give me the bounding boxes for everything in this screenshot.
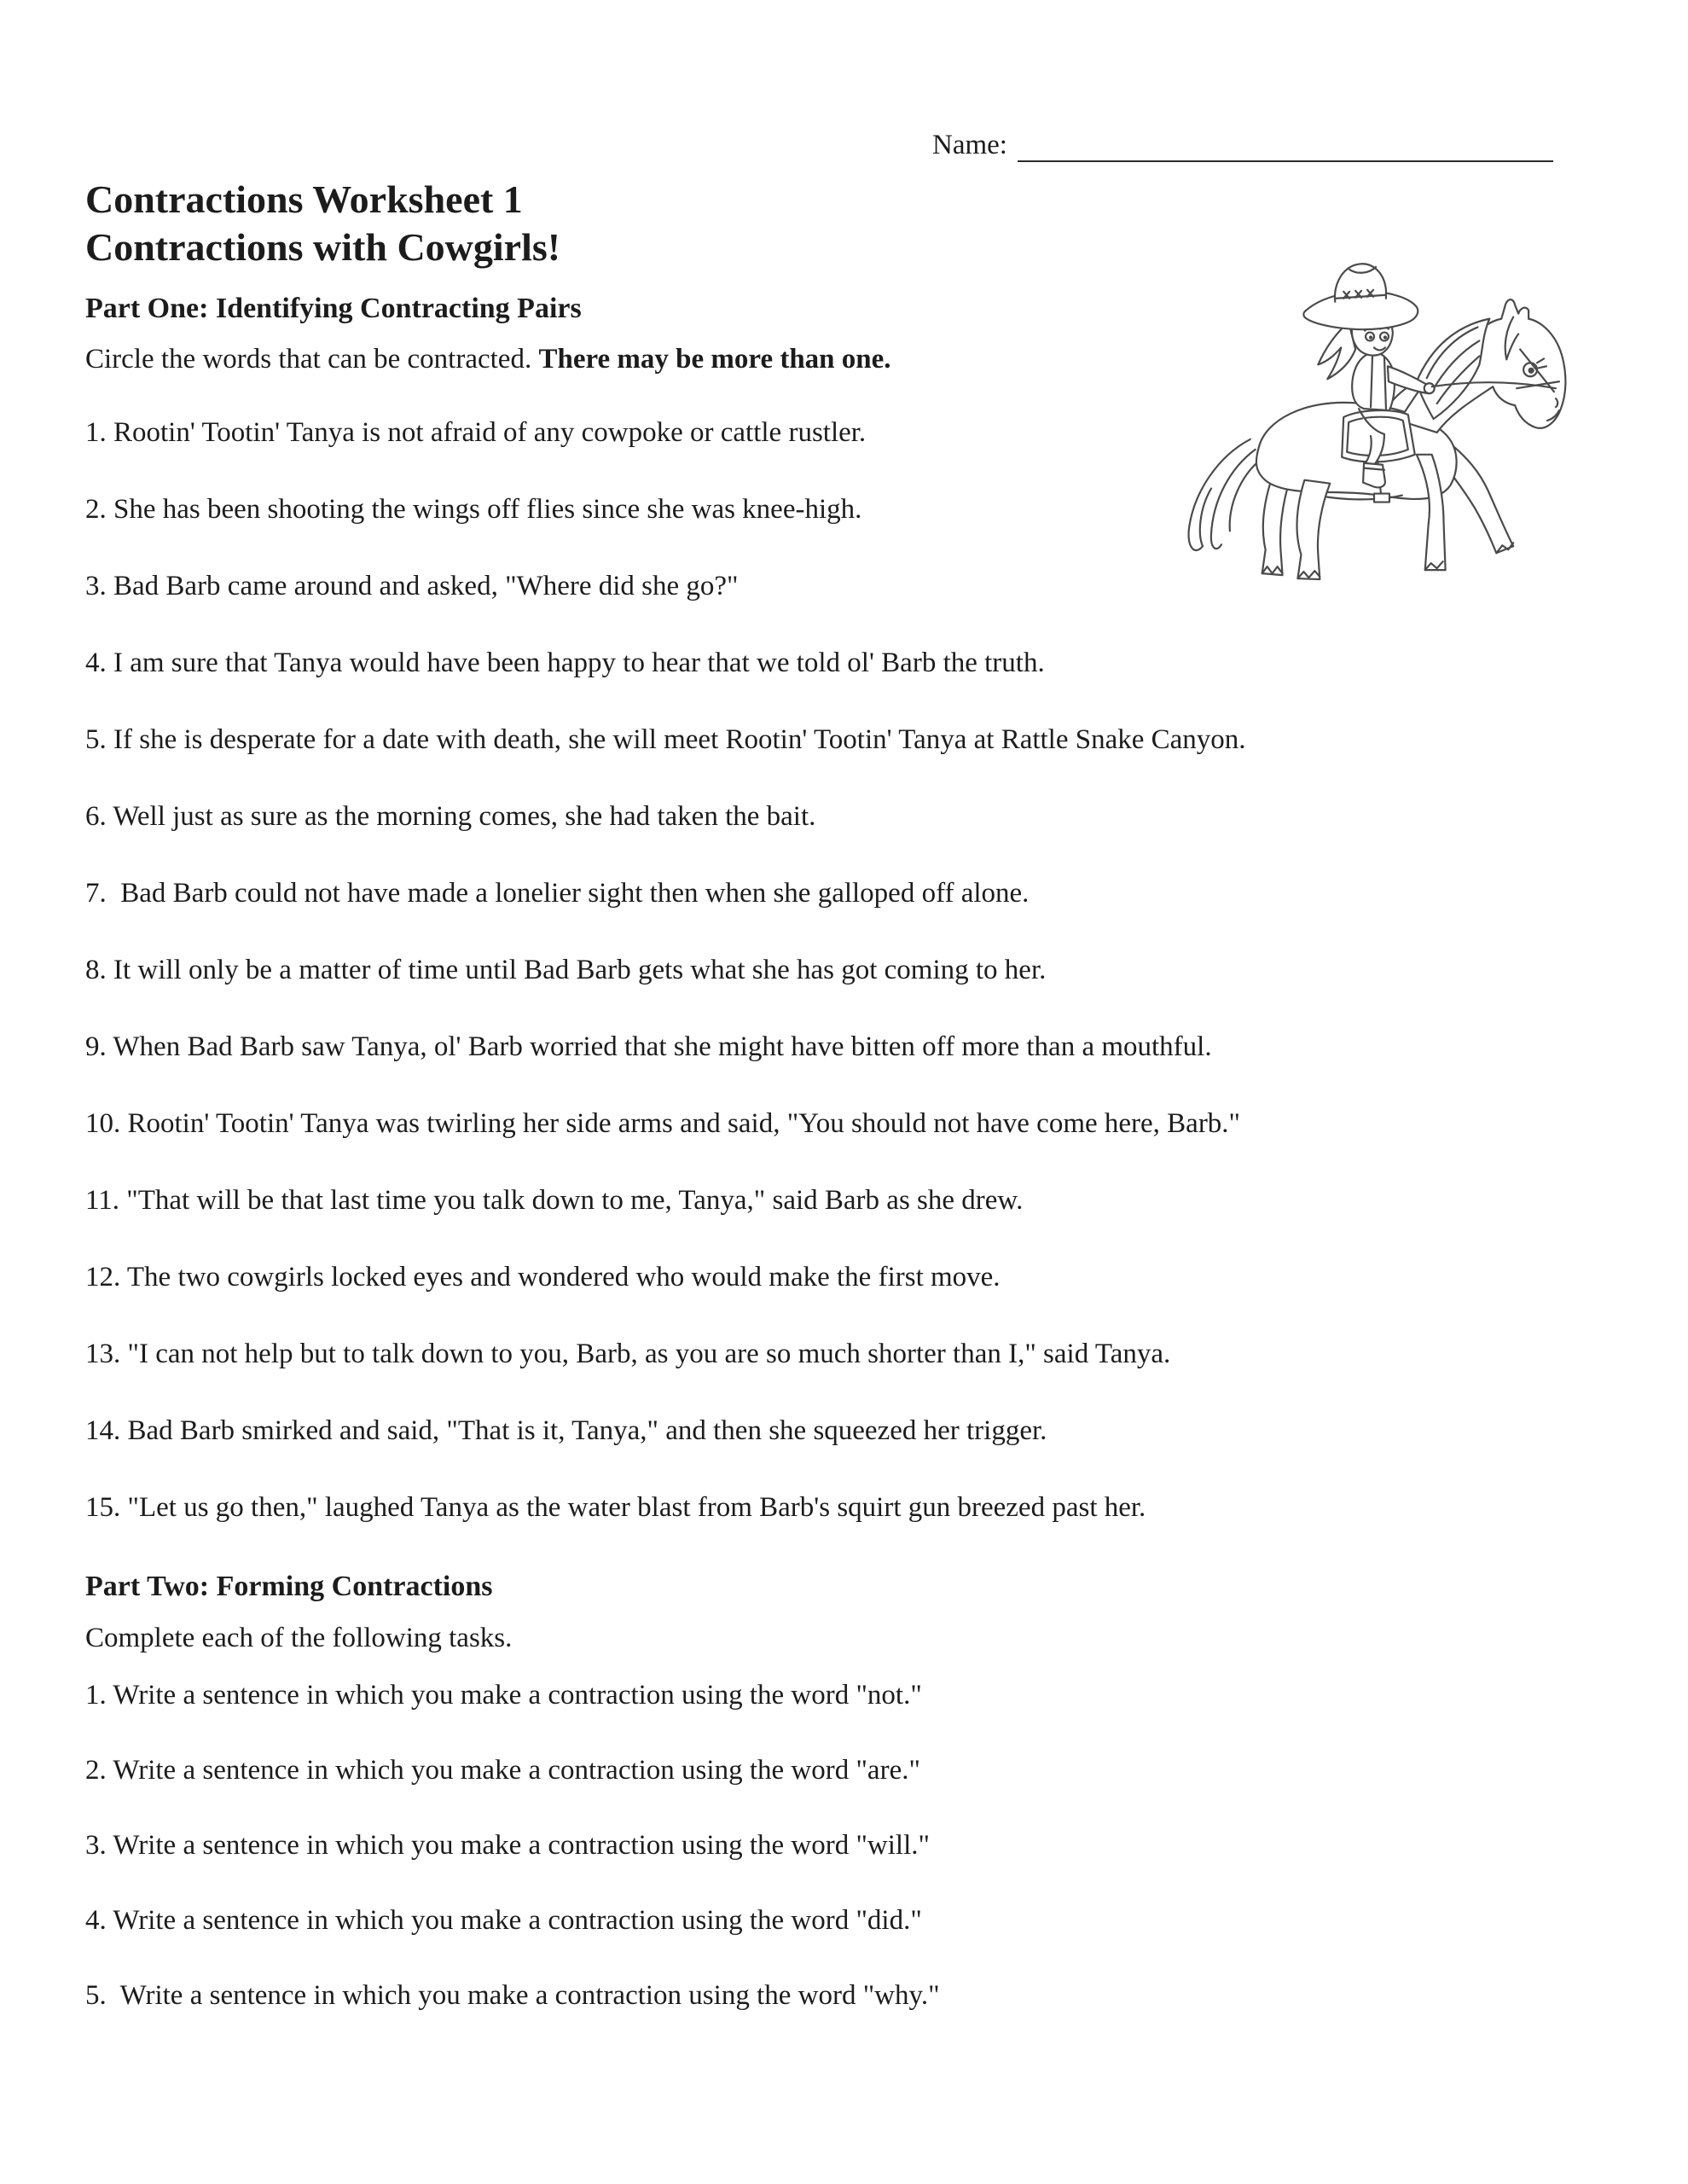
sentence-item: 12. The two cowgirls locked eyes and wondered who would make the first move. [85,1262,1001,1292]
sentence-item: 7. Bad Barb could not have made a lonelier sight then when she galloped off alone. [85,878,1030,909]
name-blank-line [1018,130,1553,162]
sentence-item: 2. She has been shooting the wings off flies since she was knee-high. [85,494,862,525]
sentence-item: 3. Bad Barb came around and asked, "Where did she go?" [85,571,739,601]
name-label: Name: [932,130,1007,160]
part-two-heading: Part Two: Forming Contractions [85,1571,493,1602]
sentence-item: 8. It will only be a matter of time until Bad Barb gets what she has got coming to her. [85,955,1047,985]
name-field-row [932,128,1553,162]
sentence-item: 15. "Let us go then," laughed Tanya as the water blast from Barb's squirt gun breezed past her. [85,1492,1146,1523]
task-item: 2. Write a sentence in which you make a contraction using the word "are." [85,1755,920,1786]
part-one-instructions-text: Circle the words that can be contracted. [85,344,539,375]
sentence-item: 13. "I can not help but to talk down to you, Barb, as you are so much shorter than I," said Tanya. [85,1339,1171,1369]
sentence-item: 4. I am sure that Tanya would have been happy to hear that we told ol' Barb the truth. [85,648,1045,678]
task-item: 1. Write a sentence in which you make a contraction using the word "not." [85,1680,922,1711]
part-one-instructions [85,342,1576,376]
part-one-list [85,415,1576,1525]
page-title-line2: Contractions with Cowgirls! [85,225,561,269]
task-item: 4. Write a sentence in which you make a contraction using the word "did." [85,1905,922,1936]
sentence-item: 6. Well just as sure as the morning comes, she had taken the bait. [85,801,816,832]
sentence-item: 5. If she is desperate for a date with death, she will meet Rootin' Tootin' Tanya at Rattle Snake Canyon. [85,724,1246,755]
part-two-instructions: Complete each of the following tasks. [85,1623,513,1653]
sentence-item: 9. When Bad Barb saw Tanya, ol' Barb worried that she might have bitten off more than a mouthful. [85,1031,1212,1062]
part-one-instructions-bold: There may be more than one. [538,344,891,375]
sentence-item: 11. "That will be that last time you talk down to me, Tanya," said Barb as she drew. [85,1185,1024,1216]
page-title-line1: Contractions Worksheet 1 [85,177,523,221]
sentence-item: 10. Rootin' Tootin' Tanya was twirling her side arms and said, "You should not have come here, Barb." [85,1108,1241,1139]
sentence-item: 1. Rootin' Tootin' Tanya is not afraid of any cowpoke or cattle rustler. [85,417,867,448]
worksheet-body [85,176,1576,2053]
task-item: 3. Write a sentence in which you make a contraction using the word "will." [85,1830,930,1861]
part-two-list [85,1678,1576,2013]
sentence-item: 14. Bad Barb smirked and said, "That is it, Tanya," and then she squeezed her trigger. [85,1415,1047,1446]
page-title [85,176,1576,271]
task-item: 5. Write a sentence in which you make a contraction using the word "why." [85,1980,940,2011]
part-one-heading: Part One: Identifying Contracting Pairs [85,293,582,324]
